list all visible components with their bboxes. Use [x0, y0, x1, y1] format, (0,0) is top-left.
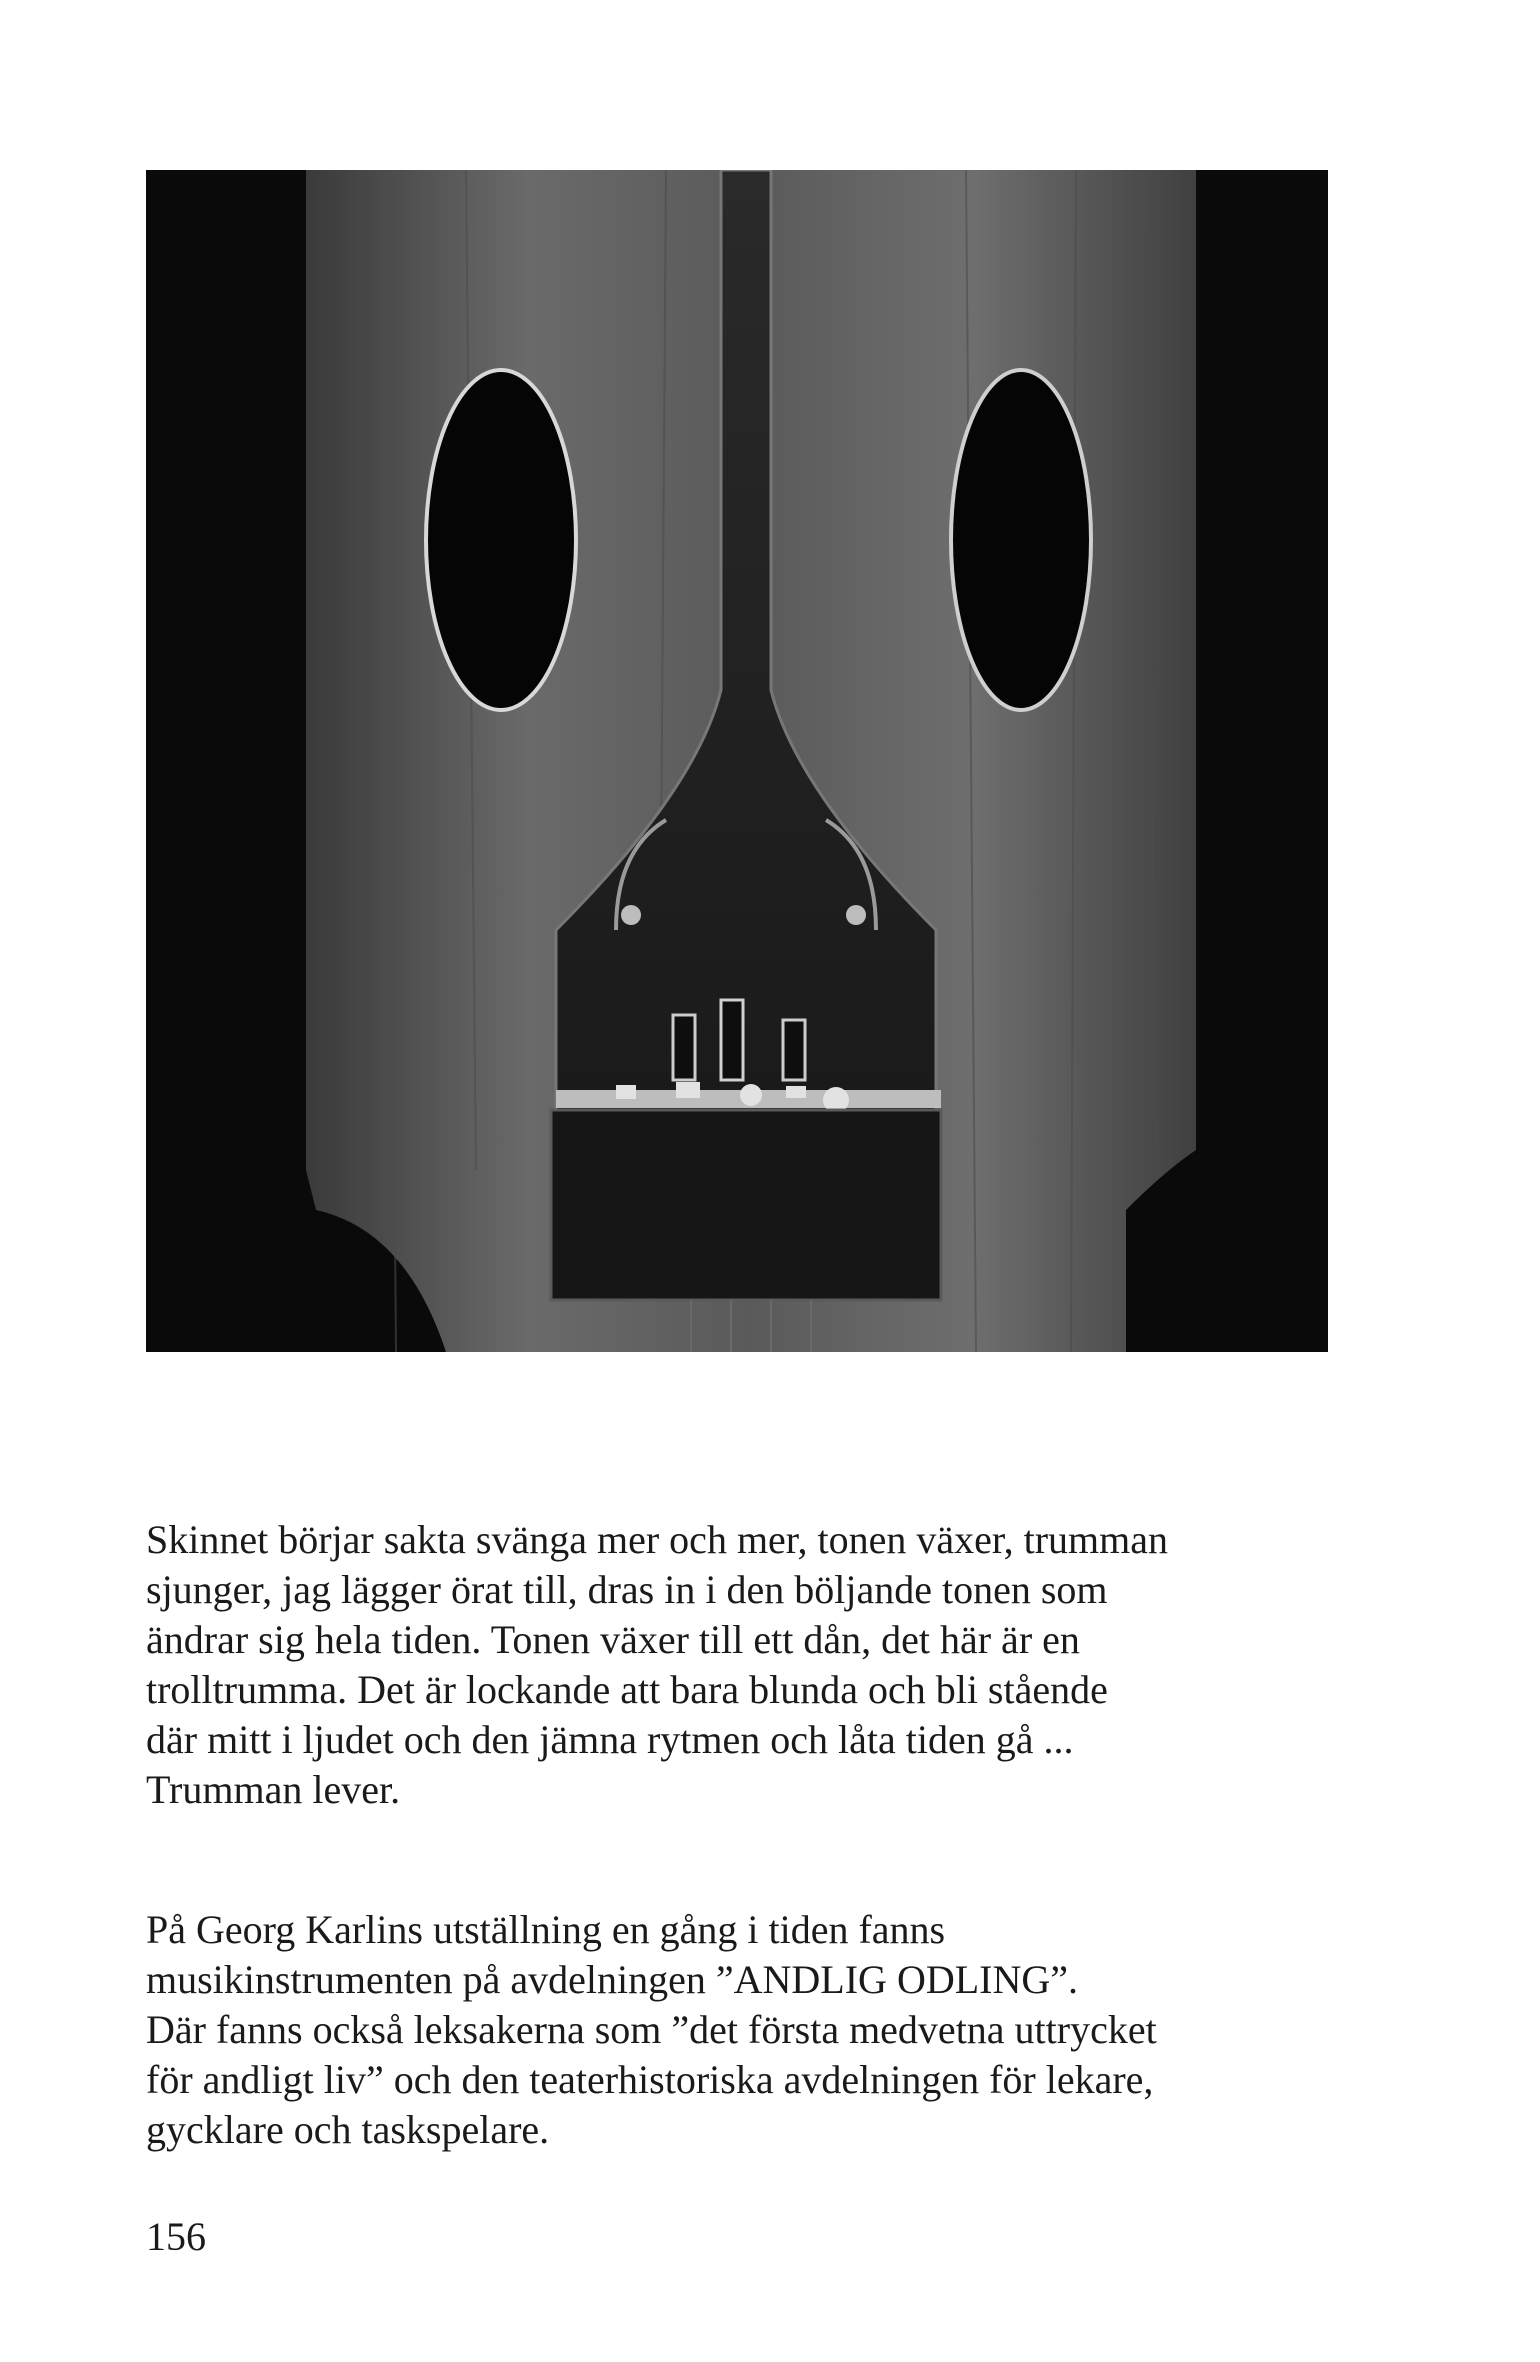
text-line: Där fanns också leksakerna som ”det första medvetna uttrycket	[146, 2007, 1157, 2052]
paragraph-1	[146, 1515, 1326, 1815]
text-line: där mitt i ljudet och den jämna rytmen och låta tiden gå ...	[146, 1717, 1074, 1762]
page-number: 156	[146, 2214, 206, 2259]
text-line: för andligt liv” och den teaterhistoriska avdelningen för lekare,	[146, 2057, 1154, 2102]
text-line: På Georg Karlins utställning en gång i tiden fanns	[146, 1907, 946, 1952]
text-line: sjunger, jag lägger örat till, dras in i den böljande tonen som	[146, 1567, 1108, 1612]
wooden-instrument-image	[146, 170, 1328, 1352]
text-line: Skinnet börjar sakta svänga mer och mer, tonen växer, trumman	[146, 1517, 1169, 1562]
paragraph-2	[146, 1905, 1326, 2155]
photograph	[146, 170, 1328, 1352]
text-line: musikinstrumenten på avdelningen ”ANDLIG ODLING”.	[146, 1957, 1078, 2002]
text-line: trolltrumma. Det är lockande att bara blunda och bli stående	[146, 1667, 1108, 1712]
text-line: gycklare och taskspelare.	[146, 2107, 550, 2152]
text-line: ändrar sig hela tiden. Tonen växer till ett dån, det här är en	[146, 1617, 1080, 1662]
text-line: Trumman lever.	[146, 1767, 401, 1812]
